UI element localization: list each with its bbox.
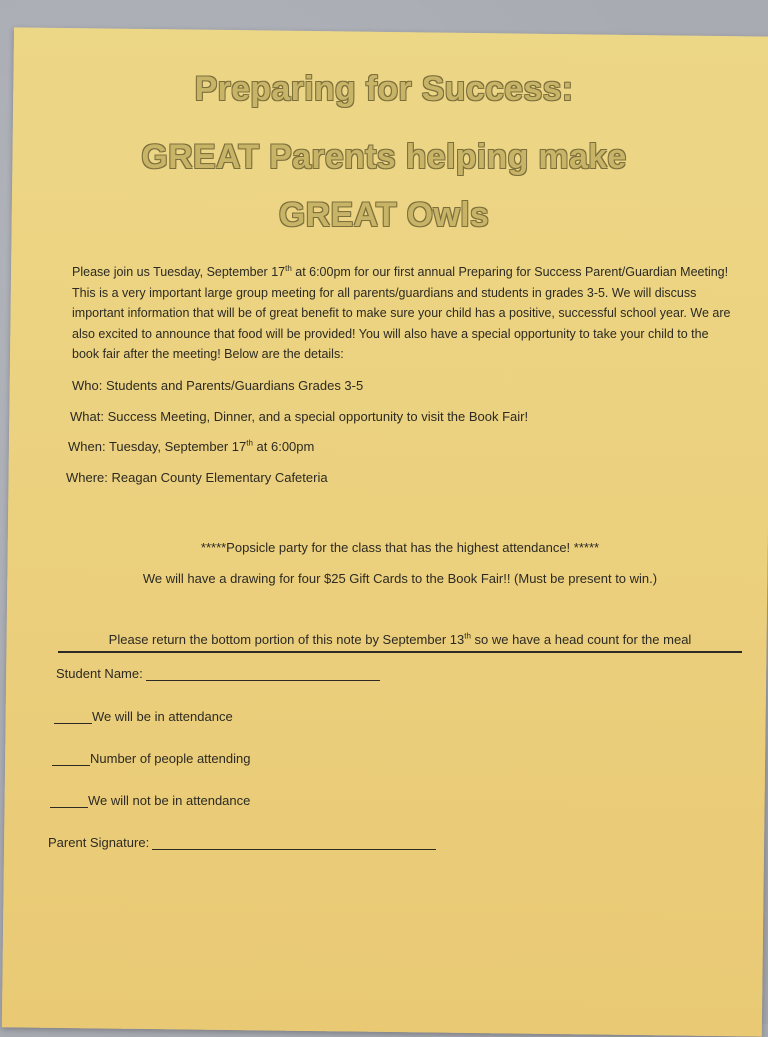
detail-who: Who: Students and Parents/Guardians Grades 3-5 [72, 378, 364, 393]
signature-row [48, 835, 436, 850]
detail-where: Where: Reagan County Elementary Cafeteria [66, 470, 328, 485]
detail-what: What: Success Meeting, Dinner, and a special opportunity to visit the Book Fair! [70, 409, 529, 424]
flyer-title-line-1: Preparing for Success: [194, 70, 574, 108]
detail-when-suffix: th [246, 438, 253, 448]
return-text-rest: so we have a head count for the meal [470, 632, 692, 647]
not-attending-row [50, 793, 250, 808]
flyer-paper [2, 27, 768, 1036]
intro-text-start: Please join us Tuesday, September 17 [72, 265, 286, 279]
return-instructions [58, 632, 742, 653]
flyer-title-line-3: GREAT Owls [278, 196, 490, 234]
intro-text-rest: at 6:00pm for our first annual Preparing for Success Parent/Guardian Meeting! This is a very important large group meeting for all parents/guardians and students in grades 3-5. We will discuss important information that will be of great benefit to make sure your child has a positive, successful school year. We are also excited to announce that food will be provided! You will also have a special opportunity to take your child to the book fair after the meeting! Below are the details: [72, 265, 731, 361]
attendance-checkbox-line[interactable] [54, 711, 92, 724]
student-name-field[interactable] [146, 668, 380, 681]
number-attending-row [52, 751, 250, 766]
not-attending-checkbox-line[interactable] [50, 795, 88, 808]
return-date-suffix: th [464, 631, 471, 641]
drawing-notice: We will have a drawing for four $25 Gift Cards to the Book Fair!! (Must be present to win.) [142, 571, 658, 586]
student-name-label: Student Name: [56, 666, 143, 681]
signature-field[interactable] [152, 837, 436, 850]
popsicle-notice: *****Popsicle party for the class that has the highest attendance! ***** [200, 540, 600, 555]
intro-date-suffix: th [285, 263, 292, 273]
intro-paragraph [72, 262, 736, 365]
attendance-row [54, 709, 233, 724]
flyer-title-line-2: GREAT Parents helping make [141, 138, 627, 176]
signature-label: Parent Signature: [48, 835, 150, 850]
return-text-start: Please return the bottom portion of this note by September 13 [108, 632, 465, 647]
detail-when [68, 439, 314, 454]
student-name-row [56, 666, 380, 681]
number-attending-label: Number of people attending [90, 751, 251, 766]
detail-when-text: When: Tuesday, September 17 [68, 439, 247, 454]
number-attending-field-line[interactable] [52, 753, 90, 766]
detail-when-time: at 6:00pm [252, 439, 315, 454]
not-attending-label: We will not be in attendance [88, 793, 251, 808]
attendance-label: We will be in attendance [92, 709, 233, 724]
